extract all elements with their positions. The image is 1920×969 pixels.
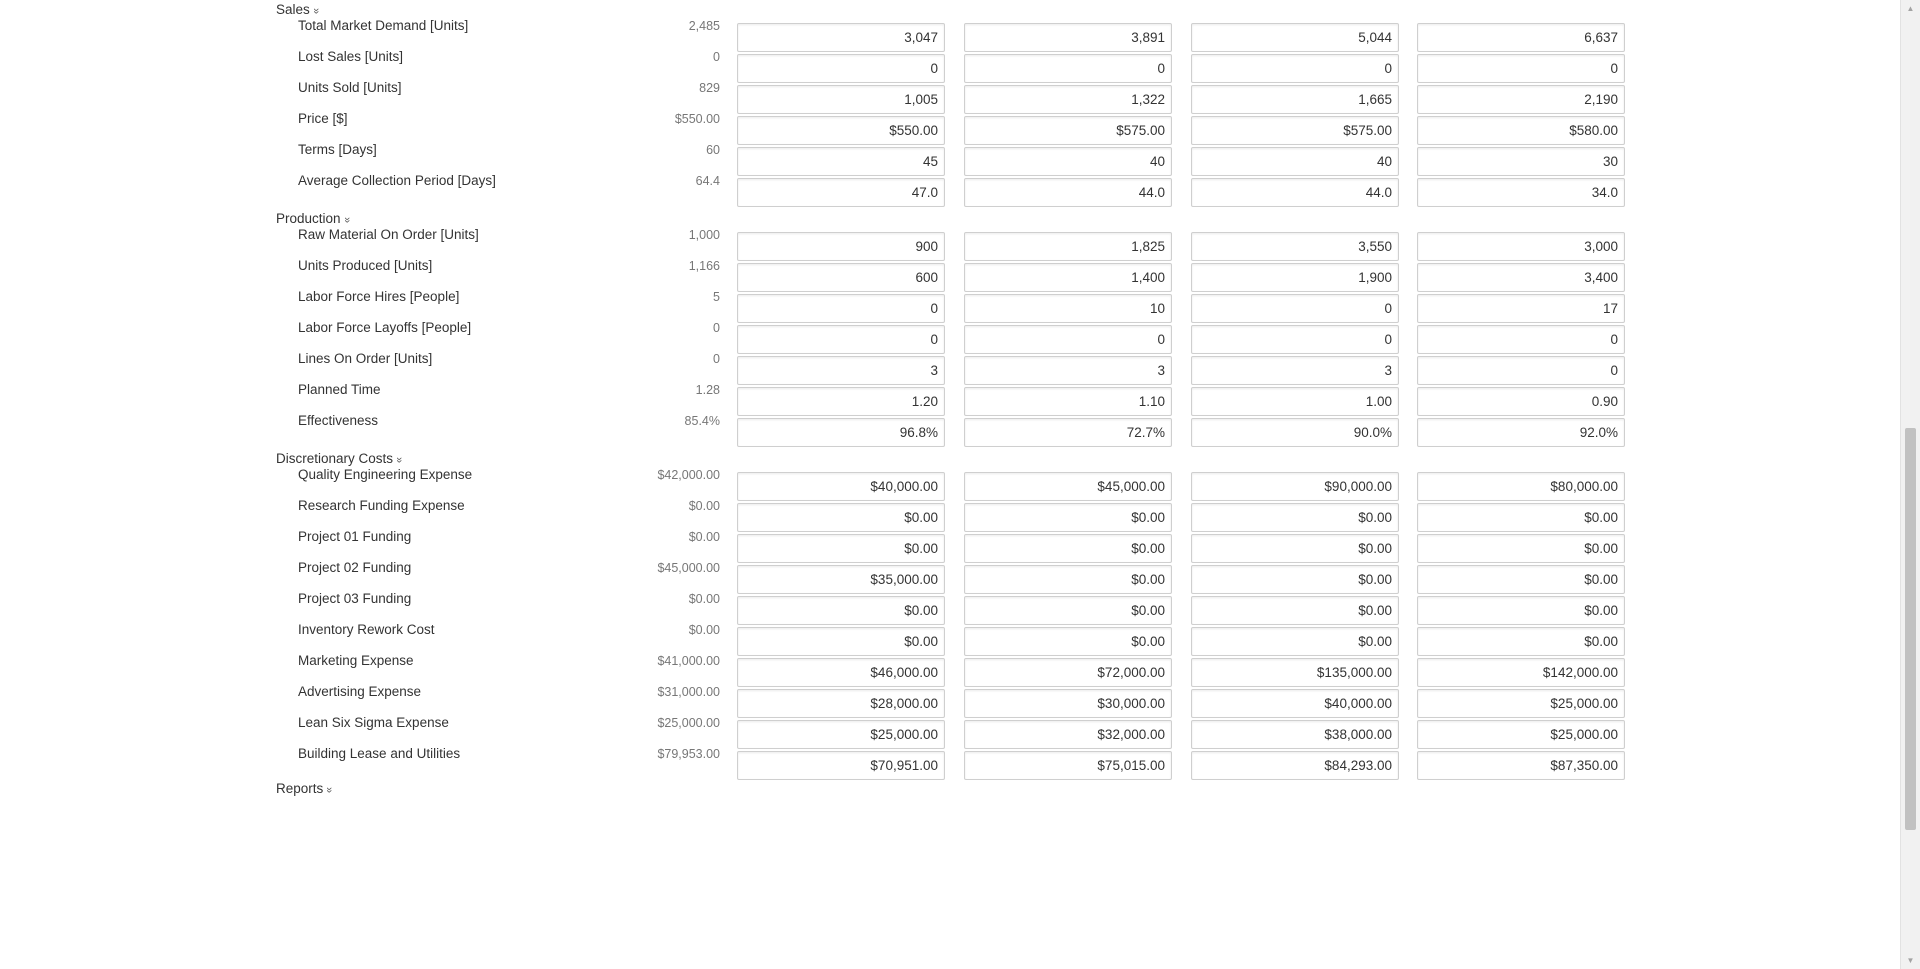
double-chevron-down-icon[interactable]: »	[393, 456, 406, 464]
row-label: Advertising Expense	[298, 684, 422, 699]
row-label: Marketing Expense	[298, 653, 414, 668]
double-chevron-down-icon[interactable]: »	[309, 7, 322, 15]
value-input-round-3[interactable]: 5,044	[1191, 23, 1399, 52]
row-label: Lines On Order [Units]	[298, 351, 433, 366]
value-input-round-3[interactable]: $0.00	[1191, 627, 1399, 656]
section-title: Sales	[276, 2, 310, 17]
value-input-round-2[interactable]: $75,015.00	[964, 751, 1172, 780]
value-input-round-3[interactable]: $0.00	[1191, 534, 1399, 563]
value-input-round-4[interactable]: $25,000.00	[1417, 720, 1625, 749]
value-input-round-2[interactable]: 40	[964, 147, 1172, 176]
value-input-round-2[interactable]: $575.00	[964, 116, 1172, 145]
prior-round-value: $0.00	[688, 530, 720, 544]
value-input-round-3[interactable]: 0	[1191, 325, 1399, 354]
value-input-round-4[interactable]: 0	[1417, 325, 1625, 354]
value-input-round-2[interactable]: $0.00	[964, 534, 1172, 563]
prior-round-value: $42,000.00	[657, 468, 720, 482]
value-input-round-2[interactable]: $30,000.00	[964, 689, 1172, 718]
value-input-round-3[interactable]: $38,000.00	[1191, 720, 1399, 749]
value-input-round-2[interactable]: $45,000.00	[964, 472, 1172, 501]
prior-round-value: 85.4%	[684, 414, 720, 428]
prior-round-value: 1,000	[688, 228, 720, 242]
value-input-round-1[interactable]: $35,000.00	[737, 565, 945, 594]
row-label: Units Sold [Units]	[298, 80, 402, 95]
value-input-round-2[interactable]: 72.7%	[964, 418, 1172, 447]
prior-round-value: $0.00	[688, 592, 720, 606]
value-input-round-2[interactable]: $32,000.00	[964, 720, 1172, 749]
value-input-round-4[interactable]: $0.00	[1417, 534, 1625, 563]
prior-round-value: $0.00	[688, 499, 720, 513]
value-input-round-1[interactable]: $0.00	[737, 627, 945, 656]
value-input-round-4[interactable]: $0.00	[1417, 503, 1625, 532]
value-input-round-2[interactable]: $0.00	[964, 596, 1172, 625]
prior-round-value: $31,000.00	[657, 685, 720, 699]
table-row	[0, 412, 1900, 450]
row-label: Research Funding Expense	[298, 498, 465, 513]
value-input-round-2[interactable]: 1,825	[964, 232, 1172, 261]
value-input-round-1[interactable]: $0.00	[737, 596, 945, 625]
value-input-round-3[interactable]: $0.00	[1191, 565, 1399, 594]
table-row	[0, 172, 1900, 210]
value-input-round-1[interactable]: 1.20	[737, 387, 945, 416]
value-input-round-1[interactable]: $550.00	[737, 116, 945, 145]
prior-round-value: $0.00	[688, 623, 720, 637]
value-input-round-1[interactable]: 45	[737, 147, 945, 176]
prior-round-value: 5	[713, 290, 720, 304]
value-input-round-3[interactable]: 0	[1191, 294, 1399, 323]
value-input-round-4[interactable]: 3,000	[1417, 232, 1625, 261]
value-input-round-4[interactable]: 92.0%	[1417, 418, 1625, 447]
value-input-round-4[interactable]: $0.00	[1417, 565, 1625, 594]
row-label: Lost Sales [Units]	[298, 49, 404, 64]
row-label: Labor Force Hires [People]	[298, 289, 460, 304]
row-label: Price [$]	[298, 111, 348, 126]
value-input-round-2[interactable]: 0	[964, 325, 1172, 354]
value-input-round-1[interactable]: 96.8%	[737, 418, 945, 447]
prior-round-value: 0	[713, 50, 720, 64]
row-label: Project 02 Funding	[298, 560, 412, 575]
value-input-round-3[interactable]: 40	[1191, 147, 1399, 176]
value-input-round-4[interactable]: 0	[1417, 54, 1625, 83]
value-input-round-2[interactable]: 1,400	[964, 263, 1172, 292]
value-input-round-2[interactable]: 10	[964, 294, 1172, 323]
value-input-round-1[interactable]: 47.0	[737, 178, 945, 207]
section-title: Reports	[276, 781, 324, 796]
value-input-round-3[interactable]: 0	[1191, 54, 1399, 83]
value-input-round-3[interactable]: 1,900	[1191, 263, 1399, 292]
section-title: Production	[276, 211, 341, 226]
scroll-up-icon[interactable]: ▲	[1906, 4, 1915, 13]
row-label: Average Collection Period [Days]	[298, 173, 496, 188]
prior-round-value: 0	[713, 321, 720, 335]
value-input-round-3[interactable]: 1.00	[1191, 387, 1399, 416]
value-input-round-1[interactable]: $46,000.00	[737, 658, 945, 687]
value-input-round-2[interactable]: $0.00	[964, 503, 1172, 532]
value-input-round-3[interactable]: 44.0	[1191, 178, 1399, 207]
prior-round-value: 2,485	[688, 19, 720, 33]
value-input-round-4[interactable]: 17	[1417, 294, 1625, 323]
value-input-round-2[interactable]: $0.00	[964, 627, 1172, 656]
prior-round-value: $550.00	[674, 112, 720, 126]
value-input-round-4[interactable]: 2,190	[1417, 85, 1625, 114]
value-input-round-1[interactable]: 0	[737, 325, 945, 354]
value-input-round-4[interactable]: 0.90	[1417, 387, 1625, 416]
value-input-round-3[interactable]: $575.00	[1191, 116, 1399, 145]
value-input-round-3[interactable]: $90,000.00	[1191, 472, 1399, 501]
row-label: Units Produced [Units]	[298, 258, 433, 273]
scroll-down-icon[interactable]: ▼	[1906, 956, 1915, 965]
value-input-round-3[interactable]: 3	[1191, 356, 1399, 385]
row-label: Lean Six Sigma Expense	[298, 715, 449, 730]
row-label: Inventory Rework Cost	[298, 622, 435, 637]
value-input-round-4[interactable]: 30	[1417, 147, 1625, 176]
row-label: Effectiveness	[298, 413, 379, 428]
value-input-round-3[interactable]: 3,550	[1191, 232, 1399, 261]
value-input-round-3[interactable]: $0.00	[1191, 596, 1399, 625]
row-label: Project 01 Funding	[298, 529, 412, 544]
prior-round-value: $41,000.00	[657, 654, 720, 668]
value-input-round-1[interactable]: $40,000.00	[737, 472, 945, 501]
value-input-round-4[interactable]: 34.0	[1417, 178, 1625, 207]
value-input-round-2[interactable]: $72,000.00	[964, 658, 1172, 687]
value-input-round-3[interactable]: $84,293.00	[1191, 751, 1399, 780]
value-input-round-2[interactable]: 0	[964, 54, 1172, 83]
section-header-reports[interactable]	[276, 779, 336, 799]
row-label: Quality Engineering Expense	[298, 467, 473, 482]
value-input-round-2[interactable]: 3	[964, 356, 1172, 385]
value-input-round-4[interactable]: 3,400	[1417, 263, 1625, 292]
value-input-round-2[interactable]: 44.0	[964, 178, 1172, 207]
row-label: Building Lease and Utilities	[298, 746, 461, 761]
section-title: Discretionary Costs	[276, 451, 394, 466]
value-input-round-1[interactable]: 1,005	[737, 85, 945, 114]
value-input-round-4[interactable]: $0.00	[1417, 627, 1625, 656]
table-row	[0, 745, 1900, 783]
prior-round-value: $79,953.00	[657, 747, 720, 761]
value-input-round-1[interactable]: $28,000.00	[737, 689, 945, 718]
value-input-round-2[interactable]: $0.00	[964, 565, 1172, 594]
value-input-round-1[interactable]: 0	[737, 54, 945, 83]
value-input-round-3[interactable]: $0.00	[1191, 503, 1399, 532]
value-input-round-4[interactable]: $0.00	[1417, 596, 1625, 625]
value-input-round-1[interactable]: $70,951.00	[737, 751, 945, 780]
prior-round-value: 1.28	[695, 383, 720, 397]
row-label: Project 03 Funding	[298, 591, 412, 606]
value-input-round-4[interactable]: 6,637	[1417, 23, 1625, 52]
value-input-round-2[interactable]: 1,322	[964, 85, 1172, 114]
value-input-round-3[interactable]: 90.0%	[1191, 418, 1399, 447]
value-input-round-1[interactable]: 3	[737, 356, 945, 385]
value-input-round-4[interactable]: 0	[1417, 356, 1625, 385]
vertical-scrollbar[interactable]	[1900, 0, 1920, 969]
value-input-round-2[interactable]: 3,891	[964, 23, 1172, 52]
value-input-round-1[interactable]: 600	[737, 263, 945, 292]
value-input-round-4[interactable]: $580.00	[1417, 116, 1625, 145]
value-input-round-4[interactable]: $80,000.00	[1417, 472, 1625, 501]
prior-round-value: 0	[713, 352, 720, 366]
row-label: Raw Material On Order [Units]	[298, 227, 479, 242]
prior-round-value: $25,000.00	[657, 716, 720, 730]
value-input-round-4[interactable]: $25,000.00	[1417, 689, 1625, 718]
double-chevron-down-icon[interactable]: »	[323, 786, 336, 794]
value-input-round-1[interactable]: $0.00	[737, 503, 945, 532]
double-chevron-down-icon[interactable]: »	[340, 216, 353, 224]
row-label: Planned Time	[298, 382, 381, 397]
row-label: Labor Force Layoffs [People]	[298, 320, 472, 335]
value-input-round-2[interactable]: 1.10	[964, 387, 1172, 416]
value-input-round-1[interactable]: $25,000.00	[737, 720, 945, 749]
prior-round-value: $45,000.00	[657, 561, 720, 575]
value-input-round-1[interactable]: 3,047	[737, 23, 945, 52]
prior-round-value: 64.4	[695, 174, 720, 188]
row-label: Terms [Days]	[298, 142, 377, 157]
value-input-round-3[interactable]: $40,000.00	[1191, 689, 1399, 718]
prior-round-value: 60	[706, 143, 720, 157]
value-input-round-1[interactable]: 900	[737, 232, 945, 261]
value-input-round-3[interactable]: $135,000.00	[1191, 658, 1399, 687]
value-input-round-4[interactable]: $142,000.00	[1417, 658, 1625, 687]
value-input-round-3[interactable]: 1,665	[1191, 85, 1399, 114]
scrollbar-thumb[interactable]	[1905, 428, 1916, 830]
prior-round-value: 829	[699, 81, 720, 95]
row-label: Total Market Demand [Units]	[298, 18, 469, 33]
value-input-round-1[interactable]: 0	[737, 294, 945, 323]
value-input-round-1[interactable]: $0.00	[737, 534, 945, 563]
value-input-round-4[interactable]: $87,350.00	[1417, 751, 1625, 780]
prior-round-value: 1,166	[688, 259, 720, 273]
